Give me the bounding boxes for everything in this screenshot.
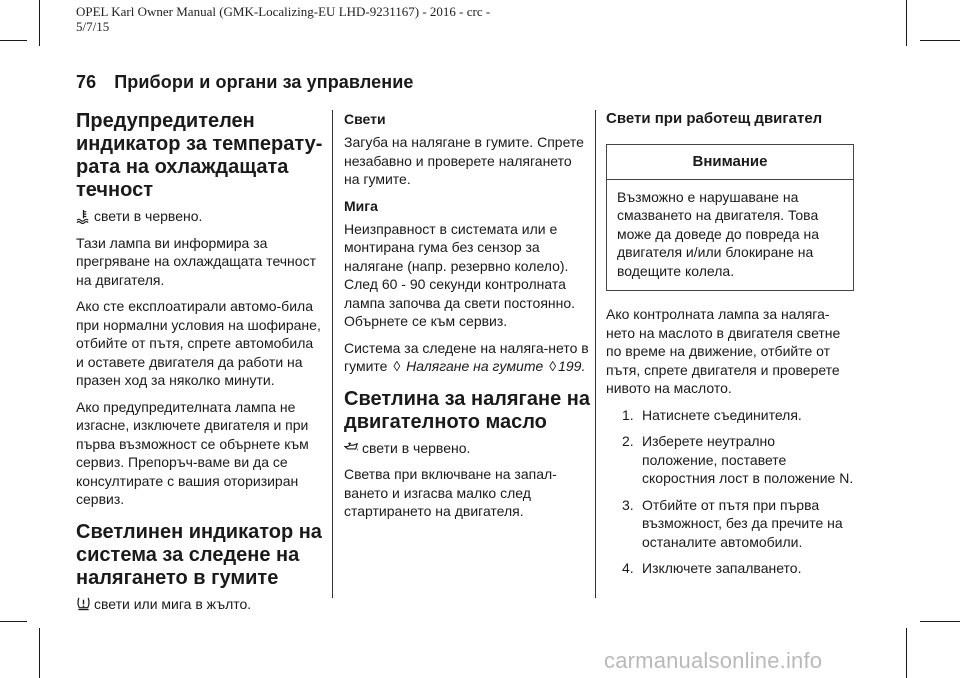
crop-mark (906, 628, 907, 678)
crop-mark (39, 628, 40, 678)
header-line-2: 5/7/15 (76, 19, 110, 34)
flash-text: Неизправност в системата или е монтирана гума без сензор за налягане (напр. резервно колело). След 60 - 90 секунди контролната лампа започва да свети постоянно. Обърнете се към сервиз. (344, 220, 576, 329)
coolant-temperature-icon (76, 209, 91, 224)
crop-mark (920, 40, 960, 41)
coolant-icon-text: свети в червено. (94, 208, 203, 224)
list-item: 1. Натиснете съединителя. (622, 406, 802, 423)
watermark[interactable]: carmanualsonline.info (604, 648, 823, 673)
tire-icon-line (76, 595, 324, 614)
list-item: 3. Отбийте от пътя при първа възможност, без да пречите на останалите автомобили. (622, 496, 843, 550)
engine-running-heading: Свети при работещ двигател (606, 110, 823, 127)
lit-text: Загуба на налягане в гумите. Спрете незабавно и проверете налягането на гумите. (344, 134, 584, 187)
column-divider (332, 110, 333, 598)
column-divider (595, 110, 596, 598)
cross-reference-icon: ◊ (549, 358, 557, 374)
list-item: 2. Изберете неутрално положение, поставете скоростния лост в положение N. (622, 433, 854, 486)
cross-reference-icon: ◊ (393, 358, 401, 374)
document-header (76, 4, 636, 34)
reference-text: Система за следене на наляга-нето в гумите (344, 339, 589, 374)
coolant-paragraph-3: Ако предупредителната лампа не изгасне, изключете двигателя и при първа възможност се обърнете към сервиз. Препоръч-ваме ви да се консултирате с вашия оторизиран сервиз. (76, 398, 309, 507)
column-2 (344, 110, 590, 529)
list-item: 4. Изключете запалването. (622, 560, 802, 576)
oil-paragraph-1: Светва при включване на запал-ването и изгасва малко след стартирането на двигателя. (344, 466, 557, 519)
coolant-heading: Предупредителен индикатор за температу-рата на охлаждащата течност (76, 110, 323, 201)
crop-mark (39, 0, 40, 46)
warning-body: Възможно е нарушаване на смазването на двигателя. Това може да доведе до повреда на двигателя и/или блокиране на водещите колела. (617, 188, 819, 279)
tire-pressure-icon (76, 596, 91, 611)
crop-mark (0, 40, 27, 41)
tire-heading: Светлинен индикатор на система за следене на налягането в гумите (76, 520, 322, 589)
coolant-paragraph-2: Ако сте експлоатирали автомо-била при нормални условия на шофиране, отбийте от пътя, спрете автомобила и оставете двигателя да работи на празен ход за няколко минути. (76, 298, 321, 388)
reference-page[interactable]: 199 (558, 358, 582, 374)
column-3 (606, 110, 854, 586)
coolant-icon-line (76, 207, 324, 226)
crop-mark (0, 621, 27, 622)
reference-period: . (581, 358, 586, 374)
oil-icon-text: свети в червено. (362, 439, 471, 456)
steps-list (606, 406, 854, 578)
coolant-paragraph-1: Тази лампа ви информира за прегряване на охлаждащата течност на двигателя. (76, 234, 316, 288)
lit-heading: Свети (344, 111, 386, 127)
section-title: Прибори и органи за управление (114, 72, 414, 92)
oil-heading: Светлина за налягане на двигателното масло (344, 387, 590, 433)
warning-box (606, 144, 854, 291)
crop-mark (906, 0, 907, 46)
oil-icon-line (344, 439, 590, 458)
warning-title: Внимание (607, 145, 853, 180)
page-number: 76 (76, 72, 97, 92)
oil-pressure-icon (344, 440, 359, 455)
oil-warning-paragraph: Ако контролната лампа за наляга-нето на маслото в двигателя светне по време на движение, отбийте от пътя, спрете двигателя и проверете нивото на маслото. (606, 306, 841, 396)
reference-link[interactable]: Налягане на гумите (406, 358, 544, 374)
header-line-1: OPEL Karl Owner Manual (GMK-Localizing-EU LHD-9231167) - 2016 - crc - (76, 4, 491, 19)
crop-mark (920, 621, 960, 622)
reference-paragraph (344, 339, 590, 376)
flash-heading: Мига (344, 197, 378, 214)
column-1 (76, 110, 324, 621)
tire-icon-text: свети или мига в жълто. (94, 595, 252, 612)
page-heading (76, 72, 414, 93)
